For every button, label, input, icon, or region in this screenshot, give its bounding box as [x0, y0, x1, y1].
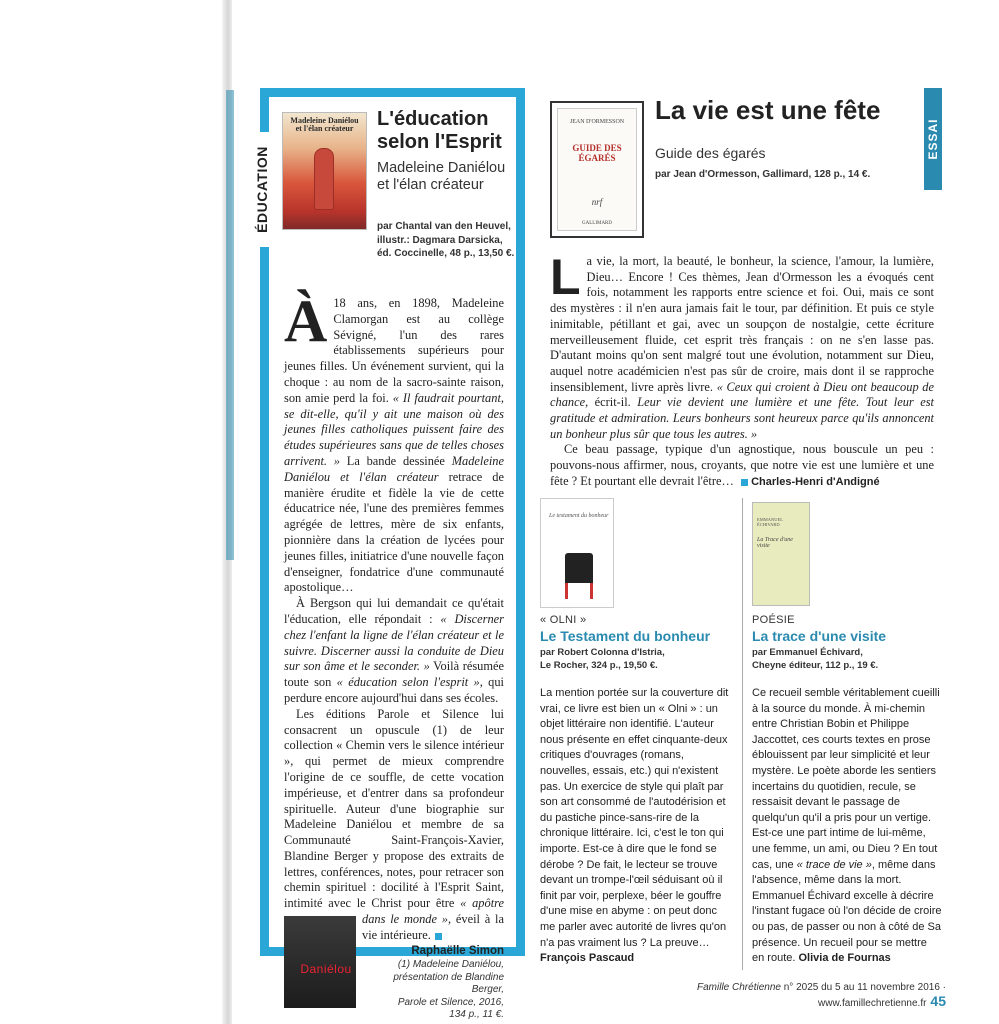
signature: Olivia de Fournas — [798, 952, 891, 965]
review-body: Ce recueil semble véritablement cueilli à la source du monde. À mi-chemin entre Christian Bobin et Philippe Jaccottet, ces courts textes en prose éblouissent par leur simplicité et leur mystère. Le poète aborde les sentiers incertains du quotidien, recule, se ressaisit devant le passage de quelqu'un qu'il a pris pour un vertige. Est-ce une part intime de lui-même, une femme, un ami, ou Dieu ? En tout cas, une « trace de vie », même dans l'absence, même dans la mort. Emmanuel Échivard excelle à décrire l'instant fugace où l'on décide de croire ou pas, de passer ou non à côté de Sa présence. Un recueil pour se mettre en route. Olivia de Fournas — [752, 687, 942, 965]
book-cover-trace-d-une-visite — [752, 502, 810, 606]
essay-article-title: La vie est une fête — [655, 95, 881, 125]
cover-author: EMMANUEL ÉCHIVARD — [757, 517, 783, 527]
small-book-cover-danielou: Daniélou — [284, 916, 356, 1008]
publisher-logo: nrf — [591, 197, 603, 207]
paragraph: À 18 ans, en 1898, Madeleine Clamorgan est au collège Sévigné, l'un des rares établissements supérieurs pour jeunes filles. Un événement survient, qui la choque : au nom de la sacro-sainte raison, son amie perd la foi. « Il faudrait pourtant, se dit-elle, qu'il y ait une maison où des jeunes filles catholiques puissent faire des études supérieures sans que de telles choses arrivent. » La bande dessinée Madeleine Daniélou et l'élan créateur retrace de manière érudite et fidèle la vie de cette éducatrice née, l'une des premières femmes agrégée de lettres, mère de six enfants, pionnière dans la création de lycées pour jeunes filles, initiatrice d'une nouvelle façon d'enseigner, fondatrice d'une communauté apostolique… — [284, 288, 504, 595]
signature: Charles-Henri d'Andigné — [751, 475, 880, 488]
education-article-subtitle: Madeleine Daniélou et l'élan créateur — [377, 160, 506, 193]
essay-article-body — [550, 249, 934, 491]
cover-publisher: GALLIMARD — [582, 221, 612, 226]
page-number: 45 — [930, 993, 946, 1009]
section-label-education: ÉDUCATION — [249, 132, 275, 247]
review-body: La mention portée sur la couverture dit vrai, ce livre est bien un « Olni » : un objet littéraire non identifié. L'auteur nous présente en effet cinquante-deux critiques d'ouvrages (romans, nouvelles, essais, etc.) qui n'existent pas. Un exercice de style qui plaît par son art consommé de l'autodérision et du pastiche pince-sans-rire de la chronique littéraire. Ici, c'est le ton qui importe. Est-ce à dire que le fond se dérobe ? De fait, le lecteur se trouve devant un trompe-l'œil séduisant où il finit par voir, perplexe, béer le gouffre d'une mise en abyme : on peut donc me parler avec autorité de livres qu'on n'a pas vraiment lus ? La preuve… François Pascaud — [540, 687, 729, 965]
end-mark-icon — [435, 933, 442, 940]
cover-title-line-2: et l'élan créateur — [295, 124, 354, 133]
paragraph: À Bergson qui lui demandait ce qu'était l'éducation, elle répondait : « Discerner chez l'enfant la ligne de l'élan créateur et le suivre. Discerner aussi la conduite de Dieu sur son âme et le seconder. » Voilà résumée toute son « éducation selon l'esprit », qui perdure encore aujourd'hui dans ses écoles. — [284, 596, 505, 705]
chair-illustration — [565, 553, 593, 583]
gutter-strip — [226, 90, 234, 560]
footnote: (1) Madeleine Daniélou, présentation de Blandine Berger, Parole et Silence, 2016, 134 p., 11 €. — [393, 959, 504, 1021]
cover-title: Le testament du bonheur — [549, 513, 609, 519]
book-cover-guide-des-egares — [550, 101, 644, 238]
review-credits: par Robert Colonna d'Istria, Le Rocher, 324 p., 19,50 €. — [540, 647, 665, 671]
review-testament — [540, 614, 732, 967]
essay-article-subtitle: Guide des égarés — [655, 145, 766, 161]
cover-title-line-1: Madeleine Daniélou — [290, 116, 359, 125]
end-mark-icon — [741, 479, 748, 486]
review-credits: par Emmanuel Échivard, Cheyne éditeur, 112 p., 19 €. — [752, 647, 879, 671]
drop-cap: À — [284, 288, 328, 354]
paragraph: Ce beau passage, typique d'un agnostique, nous bouscule un peu : pouvons-nous affirmer, nous, croyants, que notre vie est une lumière et une fête ? Et pourtant elle devrait l'être… Charles-Henri d'Andigné — [550, 442, 934, 488]
signature: François Pascaud — [540, 952, 635, 965]
education-article-body — [284, 288, 505, 1022]
cover-illustration — [315, 149, 333, 209]
review-trace — [752, 614, 942, 967]
paragraph: Les éditions Parole et Silence lui consacrent un opuscule (1) de leur collection « Chemin vers le silence intérieur », qui permet de mieux comprendre l'origine de ce souffle, de cette vocation impérieuse, et d'entrer dans sa profondeur spirituelle. Auteur d'une biographie sur Madeleine Daniélou et membre de sa Communauté Saint-François-Xavier, Blandine Berger y propose des extraits de lettres, conférences, notes, pour retracer son chemin spirituel : docilité à l'Esprit Saint, intimité avec le Christ pour être Daniélou « apôtre dans le monde », éveil à la vie intérieure. — [284, 707, 504, 944]
cover-title: GUIDE DES ÉGARÉS — [572, 143, 622, 163]
cover-title: La Trace d'une visite — [757, 537, 793, 549]
review-kicker: POÉSIE — [752, 614, 795, 626]
education-article-title: L'éducation selon l'Esprit — [377, 108, 502, 153]
issue-info: n° 2025 du 5 au 11 novembre 2016 · www.famillechretienne.fr — [780, 982, 946, 1009]
book-cover-madeleine-danielou — [282, 112, 367, 230]
cover-author: JEAN D'ORMESSON — [569, 119, 625, 125]
education-article-credits: par Chantal van den Heuvel, illustr.: Dagmara Darsicka, éd. Coccinelle, 48 p., 13,50 €. — [377, 221, 515, 259]
review-title: Le Testament du bonheur — [540, 628, 711, 644]
section-tag-essai: ESSAI — [924, 88, 942, 190]
review-title: La trace d'une visite — [752, 628, 887, 644]
book-cover-testament-du-bonheur — [540, 498, 614, 608]
review-kicker: « OLNI » — [540, 614, 587, 626]
column-divider — [742, 498, 743, 970]
magazine-name: Famille Chrétienne — [697, 982, 781, 993]
page-footer — [610, 982, 946, 1009]
essay-article-credits: par Jean d'Ormesson, Gallimard, 128 p., 14 €. — [655, 169, 871, 180]
signature: Raphaëlle Simon — [411, 944, 504, 957]
drop-cap: L — [550, 249, 581, 305]
paragraph: La vie, la mort, la beauté, le bonheur, la science, l'amour, la lumière, Dieu… Encore ! Ces thèmes, Jean d'Ormesson les a évoqués cent fois, notamment les rapports entre science et foi. Oui, mais ce sont des mystères : il n'en aura jamais fait le tour, par définition. Et puis ce style inimitable, pétillant et gai, avec un soupçon de nostalgie, cette écriture merveilleusement fluide, cet esprit très français : on ne s'en lasse pas. D'autant moins qu'on sent malgré tout une évolution, notamment sur Dieu, auquel notre académicien n'est pas sûr de croire, mais dont il se rapproche insensiblement, livre après livre. « Ceux qui croient à Dieu ont beaucoup de chance, écrit-il. Leur vie devient une lumière et une fête. Tout leur est gratitude et admiration. Leurs bonheurs sont heureux parce qu'ils annoncent un bonheur plus sûr que tous les autres. » — [550, 249, 934, 441]
